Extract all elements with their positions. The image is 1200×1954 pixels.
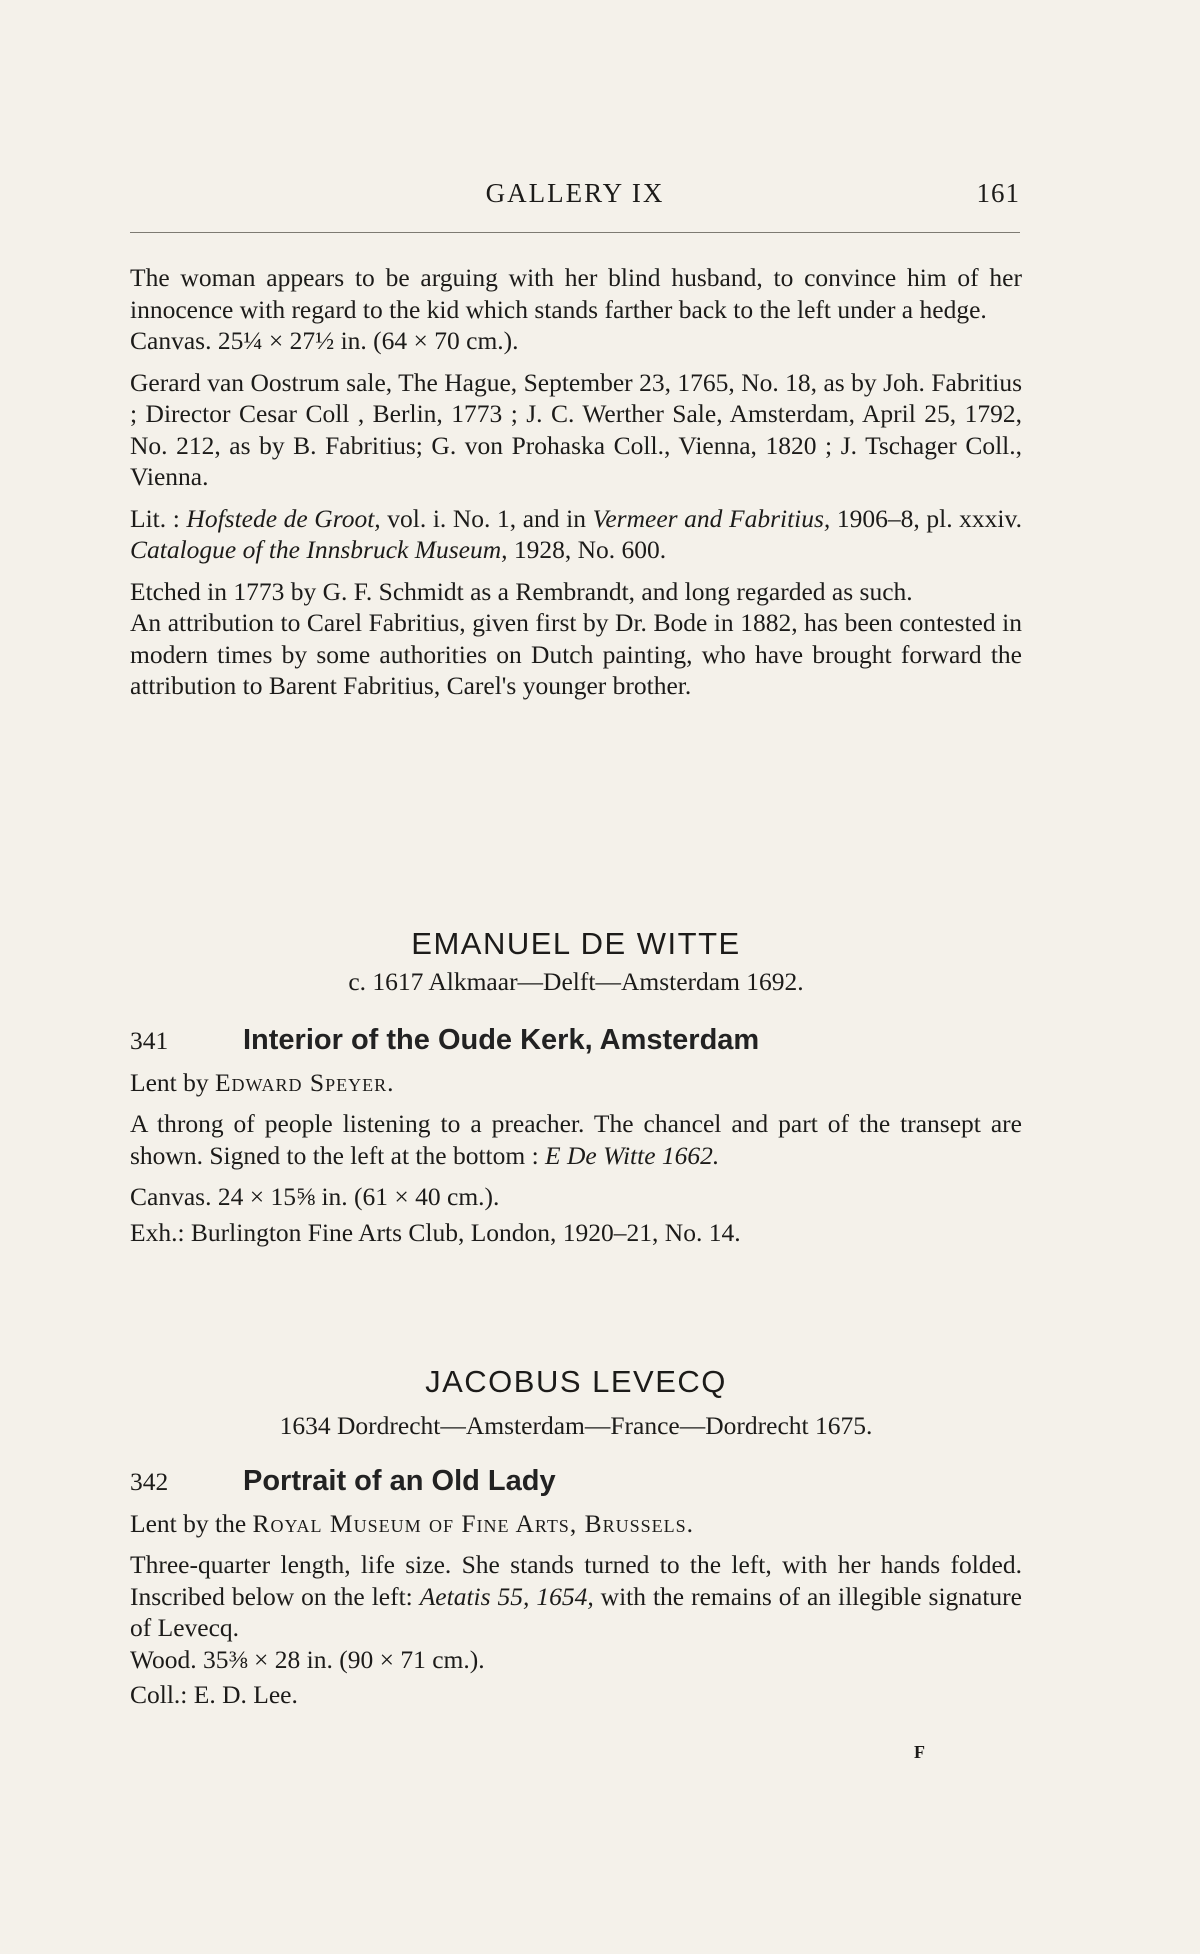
de-witte-section xyxy=(130,928,1022,997)
header-rule xyxy=(130,232,1020,233)
gallery-heading: GALLERY IX xyxy=(485,178,665,208)
entry-title: Portrait of an Old Lady xyxy=(243,1465,556,1497)
lent-prefix: Lent by xyxy=(130,1067,215,1097)
fabritius-etched: Etched in 1773 by G. F. Schmidt as a Rembrandt, and long regarded as such. xyxy=(130,576,913,606)
fabritius-provenance: Gerard van Oostrum sale, The Hague, September 23, 1765, No. 18, as by Joh. Fabritius ; Director Cesar Coll , Berlin, 1773 ; J. C. Werther Sale, Amsterdam, April 25, 1792, No. 212, as by B. Fabritius; G. von Prohaska Coll., Vienna, 1820 ; J. Tschager Coll., Vienna. xyxy=(130,367,1022,491)
fabritius-entry xyxy=(130,262,1022,702)
artist-name-levecq: JACOBUS LEVECQ xyxy=(425,1364,727,1399)
levecq-section xyxy=(130,1366,1022,1441)
signature-text: E De Witte 1662. xyxy=(545,1140,720,1170)
lender-line xyxy=(130,1067,1022,1099)
lender-name: Royal Museum of Fine Arts, Brussels. xyxy=(252,1508,694,1538)
lender-name: Edward Speyer. xyxy=(214,1067,395,1097)
lit-end: 1928, No. 600. xyxy=(507,535,667,564)
lent-prefix: Lent by the xyxy=(130,1508,253,1538)
entry-heading-342 xyxy=(130,1466,1022,1498)
description-text: Three-quarter length, life size. She stands turned to the left, with her hands folded. Inscribed below on the left: xyxy=(130,1550,1022,1611)
entry-description xyxy=(130,1549,1022,1644)
description-end: with the remains of an illegible signature of Levecq. xyxy=(130,1581,1022,1642)
canvas-dimensions: Canvas. 24 × 15⅝ in. (61 × 40 cm.). xyxy=(130,1182,500,1211)
entry-number: 341 xyxy=(130,1026,169,1055)
exhibition-history: Exh.: Burlington Fine Arts Club, London, 1920–21, No. 14. xyxy=(130,1217,741,1247)
inscription-text: Aetatis 55, 1654, xyxy=(419,1581,594,1611)
entry-title: Interior of the Oude Kerk, Amsterdam xyxy=(243,1024,760,1056)
lender-line xyxy=(130,1508,1022,1540)
fabritius-attribution: An attribution to Carel Fabritius, given first by Dr. Bode in 1882, has been contested in modern times by some authorities on Dutch painting, who have brought forward the attribution to Barent Fabritius, Carel's younger brother. xyxy=(130,608,1022,700)
entry-description xyxy=(130,1108,1022,1171)
entry-number: 342 xyxy=(130,1467,169,1496)
entry-heading-341 xyxy=(130,1025,1022,1057)
wood-dimensions: Wood. 35⅜ × 28 in. (90 × 71 cm.). xyxy=(130,1644,485,1674)
entry-341 xyxy=(130,1025,1022,1248)
artist-dates-levecq: 1634 Dordrecht—Amsterdam—France—Dordrecht 1675. xyxy=(279,1410,873,1440)
fabritius-canvas: Canvas. 25¼ × 27½ in. (64 × 70 cm.). xyxy=(130,326,519,355)
artist-dates-de-witte: c. 1617 Alkmaar—Delft—Amsterdam 1692. xyxy=(348,966,804,996)
collection-history: Coll.: E. D. Lee. xyxy=(130,1680,298,1709)
page-number: 161 xyxy=(976,178,1020,208)
running-head xyxy=(130,178,1020,218)
entry-342 xyxy=(130,1466,1022,1711)
fabritius-description: The woman appears to be arguing with her blind husband, to convince him of her innocence with regard to the kid which stands farther back to the left under a hedge. xyxy=(130,263,1022,324)
lit-prefix: Lit. : xyxy=(130,503,187,533)
fabritius-literature xyxy=(130,503,1022,566)
artist-name-de-witte: EMANUEL DE WITTE xyxy=(411,926,741,961)
lit-ref-hofstede: Hofstede de Groot, xyxy=(186,503,381,533)
description-text: A throng of people listening to a preacher. The chancel and part of the transept are shown. Signed to the left at the bottom : xyxy=(130,1109,1022,1170)
lit-ref-innsbruck: Catalogue of the Innsbruck Museum, xyxy=(130,535,508,564)
lit-mid-2: 1906–8, pl. xxxiv. xyxy=(830,503,1022,533)
signature-mark: F xyxy=(914,1742,925,1762)
lit-ref-vermeer: Vermeer and Fabritius, xyxy=(592,503,831,533)
lit-mid: vol. i. No. 1, and in xyxy=(380,503,593,533)
